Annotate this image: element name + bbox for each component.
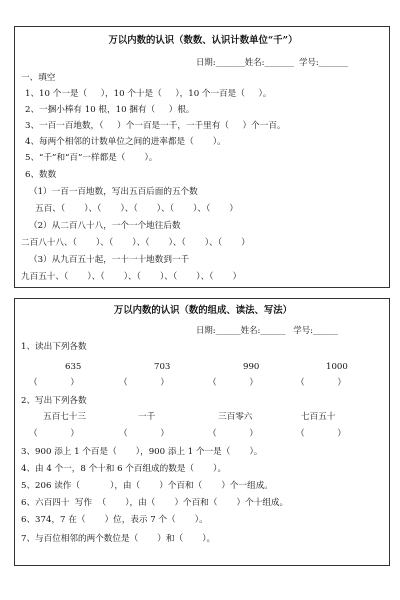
- question-6-sub2-blanks: 二百八十八、（ ）、（ ）、（ ）、（ ）、（ ）: [21, 238, 250, 248]
- question-4: 4、每两个相邻的计数单位之间的进率都是（ ）。: [25, 137, 226, 147]
- question-5: 5、“千”和“百”一样都是（ ）。: [25, 153, 158, 163]
- worksheet-2-title: 万以内数的认识（数的组成、读法、写法）: [113, 305, 293, 316]
- worksheet-2-info: 日期:______姓名:______ 学号:______: [196, 325, 339, 335]
- question-6-title: 6、数数: [25, 170, 57, 180]
- number-item: 635: [65, 362, 82, 372]
- section-title: 一、填空: [21, 73, 56, 83]
- question-6-sub1-blanks: 五百、（ ）、（ ）、（ ）、（ ）、（ ）: [35, 204, 239, 214]
- worksheet-2: [14, 298, 390, 566]
- question-5: 5、206 读作（ ），由（ ）个百和（ ）个一组成。: [21, 481, 273, 491]
- answer-blank: （ ）: [296, 378, 346, 388]
- question-8: 7、与百位相邻的两个数位是（ ）和（ ）。: [21, 534, 216, 544]
- number-item: 990: [243, 362, 260, 372]
- answer-blank: （ ）: [208, 378, 258, 388]
- answer-blank: （ ）: [119, 378, 169, 388]
- word-item: 七百五十: [301, 412, 336, 422]
- number-item: 1000: [326, 362, 348, 372]
- question-6-sub3: （3）从九百五十起，一十一十地数到一千: [29, 255, 190, 265]
- word-item: 一千: [138, 412, 156, 422]
- worksheet-1: [14, 26, 390, 288]
- question-6: 6、六百四十 写作 （ ），由（ ）个百和（ ）个十组成。: [21, 498, 289, 508]
- answer-blank: （ ）: [119, 429, 169, 439]
- worksheet-1-title: 万以内数的认识（数数、认识计数单位“千”）: [108, 35, 298, 46]
- question-2: 2、一捆小棒有 10 根，10 捆有（ ）根。: [25, 105, 195, 115]
- word-item: 三百零六: [218, 412, 253, 422]
- answer-blank: （ ）: [29, 429, 79, 439]
- question-6-sub3-blanks: 九百五十、（ ）、（ ）、（ ）、（ ）、（ ）: [21, 272, 242, 282]
- answer-blank: （ ）: [29, 378, 79, 388]
- question-1: 1、10 个一是（ ），10 个十是（ ），10 个一百是（ ）。: [25, 89, 272, 99]
- question-4: 4、由 4 个一，8 个十和 6 个百组成的数是（ ）。: [21, 464, 227, 474]
- question-3: 3、900 添上 1 个百是（ ），900 添上 1 个一是（ ）。: [21, 447, 263, 457]
- question-1-title: 1、读出下列各数: [21, 342, 87, 352]
- answer-blank: （ ）: [296, 429, 346, 439]
- number-item: 703: [154, 362, 171, 372]
- question-2-title: 2、写出下列各数: [21, 396, 87, 406]
- answer-blank: （ ）: [208, 429, 258, 439]
- question-7: 6、374，7 在（ ）位，表示 7 个（ ）。: [21, 515, 208, 525]
- question-6-sub1: （1）一百一百地数，写出五百后面的五个数: [29, 187, 198, 197]
- worksheet-1-info: 日期:_______姓名:_______ 学号:_______: [196, 57, 348, 67]
- question-6-sub2: （2）从二百八十八，一个一个地往后数: [29, 221, 181, 231]
- word-item: 五百七十三: [43, 412, 86, 422]
- question-3: 3、一百一百地数，（ ）个一百是一千，一千里有（ ）个一百。: [25, 121, 286, 131]
